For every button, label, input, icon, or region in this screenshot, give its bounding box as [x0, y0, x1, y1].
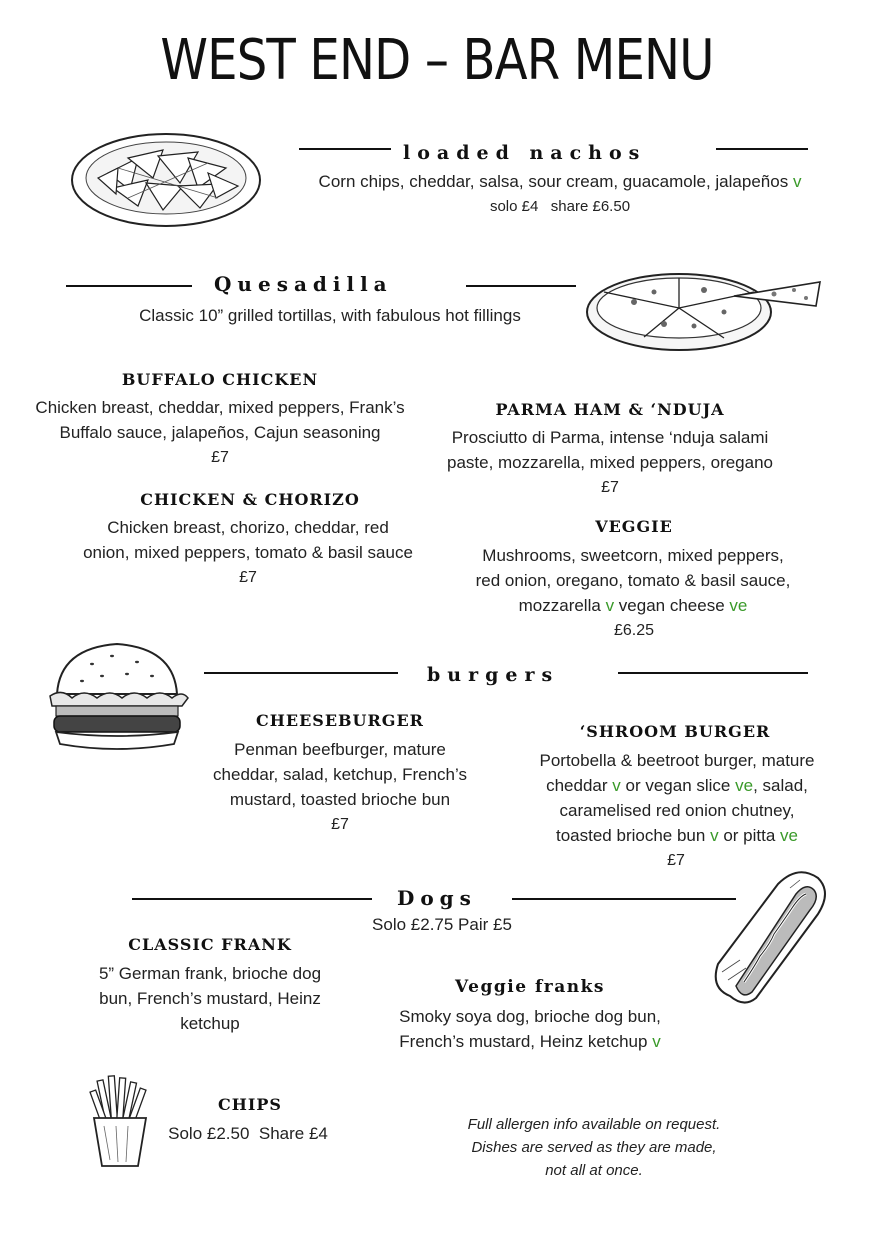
- fries-icon: [88, 1074, 152, 1170]
- allergen-line-2: Dishes are served as they are made,: [471, 1139, 717, 1156]
- nachos-rule-left: [299, 148, 391, 150]
- veggie-franks-line-2: [360, 1029, 700, 1054]
- shroom-line-2a: cheddar: [546, 776, 608, 795]
- shroom-line-2: [500, 773, 854, 798]
- nachos-prices: solo £4 share £6.50: [489, 198, 631, 215]
- nachos-rule-right: [716, 148, 808, 150]
- nachos-description: [280, 169, 840, 194]
- nachos-heading: loaded nachos: [403, 142, 647, 164]
- classic-frank-desc: [70, 961, 350, 1036]
- parma-ham-desc: [410, 425, 810, 475]
- hotdog-icon: [700, 868, 832, 1012]
- cheeseburger-title: CHEESEBURGER: [256, 711, 424, 730]
- chips-prices: Solo £2.50 Share £4: [168, 1124, 328, 1143]
- chips-title: CHIPS: [218, 1095, 282, 1114]
- cheeseburger-desc: [180, 737, 500, 812]
- quesadilla-heading: Quesadilla: [214, 272, 393, 296]
- buffalo-line-2: Buffalo sauce, jalapeños, Cajun seasoning: [59, 423, 381, 442]
- shroom-burger-price: £7: [667, 852, 685, 869]
- veggie-line-2: red onion, oregano, tomato & basil sauce,: [475, 571, 791, 590]
- quesadilla-rule-right: [466, 285, 576, 287]
- buffalo-chicken-desc: [0, 395, 440, 445]
- burger-icon: [42, 636, 192, 754]
- shroom-burger-desc: [500, 748, 854, 848]
- burgers-heading: burgers: [427, 664, 560, 686]
- vegetarian-mark: v: [652, 1032, 661, 1051]
- veggie-franks-line-2a: French’s mustard, Heinz ketchup: [399, 1032, 648, 1051]
- shroom-line-4: [500, 823, 854, 848]
- veggie-franks-title: Veggie franks: [455, 977, 605, 997]
- quesadilla-description: Classic 10” grilled tortillas, with fabulous hot fillings: [139, 306, 521, 325]
- cheeseburger-line-3: mustard, toasted brioche bun: [229, 790, 451, 809]
- veggie-line-1: Mushrooms, sweetcorn, mixed peppers,: [482, 546, 784, 565]
- allergen-line-1: Full allergen info available on request.: [467, 1116, 721, 1133]
- parma-line-2: paste, mozzarella, mixed peppers, oregano: [446, 453, 773, 472]
- vegetarian-mark: v: [792, 172, 802, 191]
- chicken-chorizo-desc: [48, 515, 448, 565]
- vegan-mark: ve: [729, 596, 748, 615]
- shroom-line-4b: or pitta: [723, 826, 776, 845]
- cheeseburger-line-1: Penman beefburger, mature: [234, 740, 446, 759]
- chorizo-line-2: onion, mixed peppers, tomato & basil sauce: [83, 543, 413, 562]
- veggie-quesadilla-title: VEGGIE: [595, 517, 673, 536]
- shroom-line-4a: toasted brioche bun: [556, 826, 706, 845]
- nachos-plate-icon: [68, 128, 264, 230]
- chorizo-line-1: Chicken breast, chorizo, cheddar, red: [107, 518, 389, 537]
- vegetarian-mark: v: [710, 826, 719, 845]
- classic-line-1: 5” German frank, brioche dog: [98, 964, 322, 983]
- cheeseburger-price: £7: [331, 816, 349, 833]
- chicken-chorizo-price: £7: [239, 569, 257, 586]
- allergen-note: [432, 1113, 756, 1182]
- buffalo-line-1: Chicken breast, cheddar, mixed peppers, Frank’s: [35, 398, 405, 417]
- dogs-prices: Solo £2.75 Pair £5: [372, 915, 512, 934]
- classic-frank-title: CLASSIC FRANK: [128, 935, 292, 954]
- quesadilla-icon: [584, 262, 824, 358]
- vegetarian-mark: v: [605, 596, 615, 615]
- classic-line-2: bun, French’s mustard, Heinz: [99, 989, 321, 1008]
- quesadilla-rule-left: [66, 285, 192, 287]
- buffalo-chicken-title: BUFFALO CHICKEN: [121, 370, 319, 389]
- shroom-line-3: caramelised red onion chutney,: [559, 801, 795, 820]
- menu-title: WEST END – BAR MENU: [160, 28, 714, 93]
- shroom-line-2b: or vegan slice: [625, 776, 731, 795]
- allergen-line-3: not all at once.: [545, 1162, 643, 1179]
- veggie-quesadilla-price: £6.25: [613, 622, 655, 639]
- dogs-heading: Dogs: [397, 886, 477, 910]
- parma-ham-title: PARMA HAM & ‘NDUJA: [495, 400, 725, 419]
- veggie-franks-desc: [360, 1004, 700, 1054]
- veggie-line-3b: vegan cheese: [618, 596, 725, 615]
- veggie-line-3: [433, 593, 833, 618]
- parma-line-1: Prosciutto di Parma, intense ‘nduja salami: [451, 428, 769, 447]
- parma-ham-price: £7: [601, 479, 619, 496]
- vegan-mark: ve: [735, 776, 754, 795]
- vegetarian-mark: v: [612, 776, 621, 795]
- shroom-line-2c: , salad,: [753, 776, 808, 795]
- cheeseburger-line-2: cheddar, salad, ketchup, French’s: [213, 765, 467, 784]
- nachos-desc-text: Corn chips, cheddar, salsa, sour cream, guacamole, jalapeños: [318, 172, 789, 191]
- buffalo-chicken-price: £7: [211, 449, 229, 466]
- dogs-rule-left: [132, 898, 372, 900]
- burgers-rule-left: [204, 672, 398, 674]
- chicken-chorizo-title: CHICKEN & CHORIZO: [140, 490, 360, 509]
- shroom-line-1: Portobella & beetroot burger, mature: [539, 751, 815, 770]
- veggie-franks-line-1: Smoky soya dog, brioche dog bun,: [399, 1007, 661, 1026]
- shroom-burger-title: ‘SHROOM BURGER: [579, 722, 771, 741]
- veggie-line-3a: mozzarella: [518, 596, 601, 615]
- veggie-quesadilla-desc: [433, 543, 833, 618]
- burgers-rule-right: [618, 672, 808, 674]
- vegan-mark: ve: [780, 826, 798, 845]
- classic-line-3: ketchup: [180, 1014, 240, 1033]
